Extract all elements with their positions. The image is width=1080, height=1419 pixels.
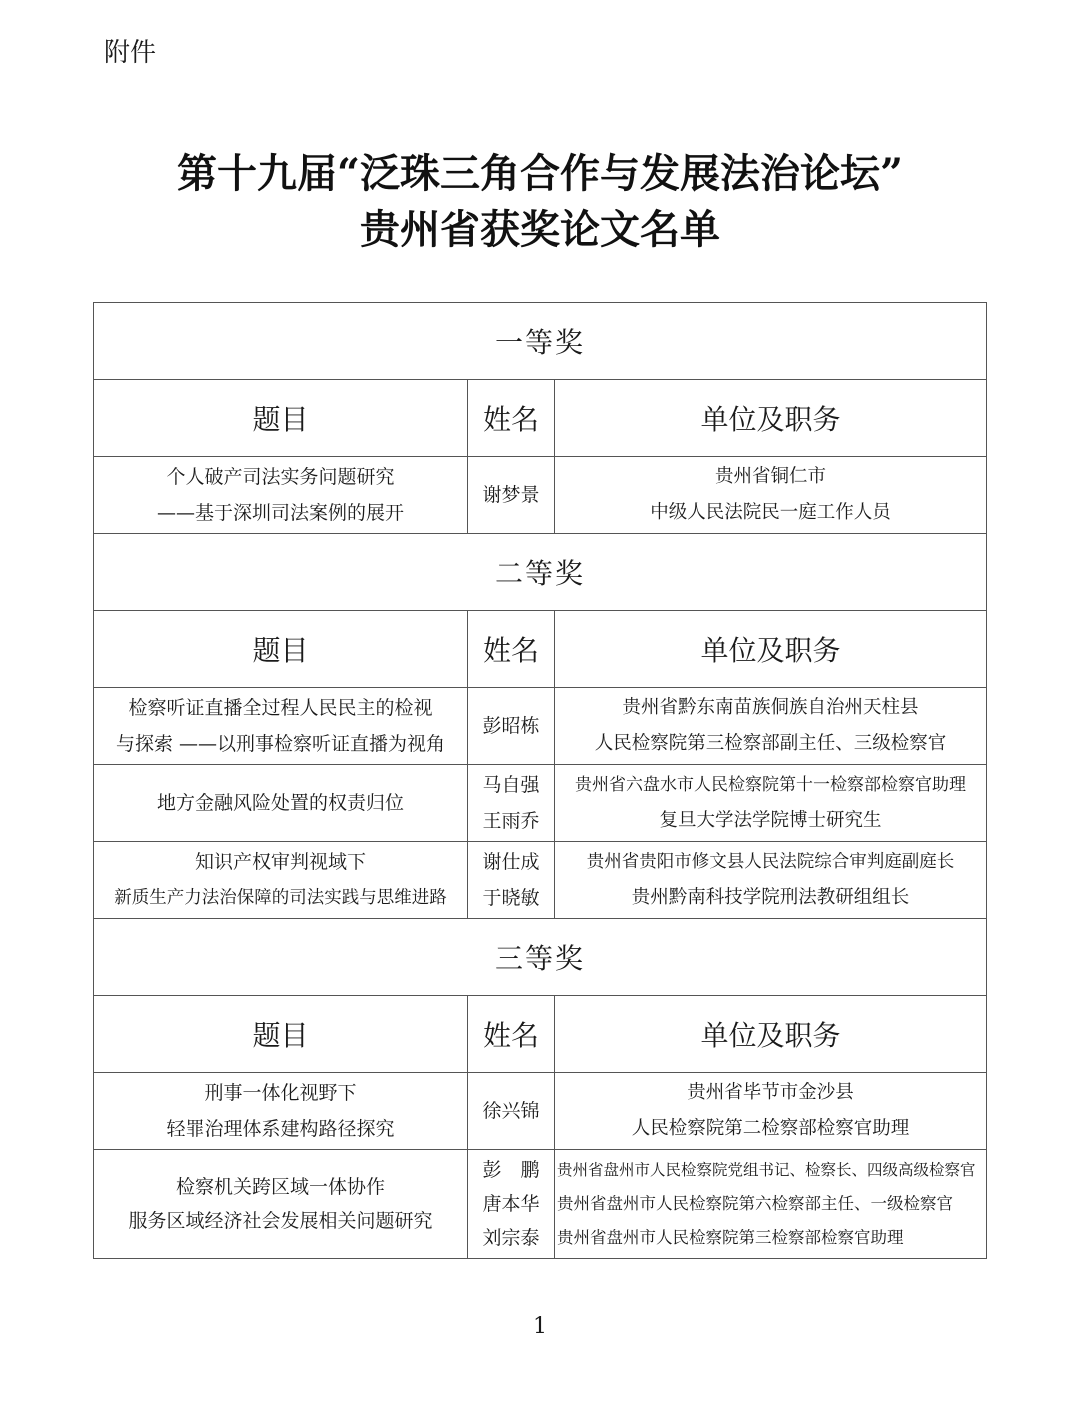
- topic-cell: [94, 1073, 468, 1150]
- name-cell: [468, 1150, 555, 1259]
- table-row: [94, 1073, 987, 1150]
- prize-level-row: [94, 303, 987, 380]
- topic-cell: [94, 1150, 468, 1259]
- unit-cell: [555, 457, 987, 534]
- topic-line: 检察听证直播全过程人民民主的检视: [128, 697, 433, 719]
- topic-line: 轻罪治理体系建构路径探究: [166, 1118, 395, 1140]
- unit-line: 贵州省六盘水市人民检察院第十一检察部检察官助理: [575, 775, 966, 795]
- topic-line: 新质生产力法治保障的司法实践与思维进路: [114, 888, 447, 908]
- table-row: [94, 1150, 987, 1259]
- author-name: 徐兴锦: [482, 1100, 540, 1122]
- document-title-line1: 第十九届“泛珠三角合作与发展法治论坛”: [176, 150, 903, 197]
- author-name: 谢仕成: [482, 851, 540, 873]
- unit-cell: [555, 1150, 987, 1259]
- topic-line: 与探索 ——以刑事检察听证直播为视角: [115, 733, 446, 755]
- author-name: 王雨乔: [482, 810, 540, 832]
- unit-line: 人民检察院第三检察部副主任、三级检察官: [594, 733, 947, 754]
- unit-cell: [555, 765, 987, 842]
- unit-line: 贵州省贵阳市修文县人民法院综合审判庭副庭长: [586, 852, 955, 872]
- unit-line: 复旦大学法学院博士研究生: [659, 810, 882, 831]
- unit-cell: [555, 1073, 987, 1150]
- table-header-row: [94, 611, 987, 688]
- unit-line: 中级人民法院民一庭工作人员: [650, 502, 891, 523]
- topic-cell: [94, 457, 468, 534]
- unit-line: 人民检察院第二检察部检察官助理: [631, 1118, 910, 1139]
- unit-line: 贵州省黔东南苗族侗族自治州天柱县: [622, 697, 919, 718]
- unit-line: 贵州黔南科技学院刑法教研组组长: [631, 887, 910, 908]
- document-title-line2: 贵州省获奖论文名单: [360, 206, 720, 253]
- attachment-label: 附件: [104, 38, 157, 68]
- unit-line: 贵州省盘州市人民检察院党组书记、检察长、四级高级检察官: [557, 1161, 976, 1179]
- header-topic: 题目: [94, 996, 468, 1073]
- unit-line: 贵州省盘州市人民检察院第三检察部检察官助理: [557, 1228, 904, 1247]
- unit-cell: [555, 688, 987, 765]
- author-name: 谢梦景: [482, 484, 540, 506]
- name-cell: [468, 1073, 555, 1150]
- table-row: [94, 765, 987, 842]
- topic-line: 个人破产司法实务问题研究: [166, 466, 395, 488]
- header-unit: 单位及职务: [555, 380, 987, 457]
- header-name: 姓名: [468, 996, 555, 1073]
- prize-level-row: [94, 919, 987, 996]
- header-name: 姓名: [468, 611, 555, 688]
- header-name: 姓名: [468, 380, 555, 457]
- author-name: 马自强: [482, 774, 540, 796]
- topic-line: 刑事一体化视野下: [204, 1082, 357, 1104]
- topic-cell: [94, 765, 468, 842]
- unit-line: 贵州省盘州市人民检察院第六检察部主任、一级检察官: [557, 1194, 953, 1213]
- table-row: [94, 688, 987, 765]
- table-row: [94, 457, 987, 534]
- topic-line: ——基于深圳司法案例的展开: [156, 502, 404, 524]
- table-header-row: [94, 996, 987, 1073]
- first-prize-label: 一等奖: [94, 303, 987, 380]
- topic-cell: [94, 842, 468, 919]
- unit-line: 贵州省毕节市金沙县: [687, 1082, 854, 1103]
- author-name: 彭 鹏: [482, 1159, 540, 1181]
- author-name: 刘宗泰: [482, 1227, 540, 1249]
- topic-line: 检察机关跨区域一体协作: [175, 1176, 385, 1198]
- third-prize-label: 三等奖: [94, 919, 987, 996]
- topic-line: 服务区域经济社会发展相关问题研究: [128, 1210, 433, 1232]
- table-row: [94, 842, 987, 919]
- header-topic: 题目: [94, 380, 468, 457]
- header-unit: 单位及职务: [555, 996, 987, 1073]
- second-prize-label: 二等奖: [94, 534, 987, 611]
- topic-cell: [94, 688, 468, 765]
- prize-level-row: [94, 534, 987, 611]
- topic-line: 地方金融风险处置的权责归位: [156, 792, 404, 814]
- name-cell: [468, 688, 555, 765]
- page-number: 1: [533, 1314, 547, 1339]
- name-cell: [468, 457, 555, 534]
- table-header-row: [94, 380, 987, 457]
- topic-line: 知识产权审判视域下: [194, 851, 366, 873]
- unit-cell: [555, 842, 987, 919]
- awards-table: [93, 302, 987, 1259]
- header-topic: 题目: [94, 611, 468, 688]
- author-name: 于晓敏: [482, 887, 540, 909]
- author-name: 彭昭栋: [482, 715, 540, 737]
- name-cell: [468, 842, 555, 919]
- author-name: 唐本华: [482, 1193, 540, 1215]
- unit-line: 贵州省铜仁市: [715, 466, 827, 487]
- header-unit: 单位及职务: [555, 611, 987, 688]
- name-cell: [468, 765, 555, 842]
